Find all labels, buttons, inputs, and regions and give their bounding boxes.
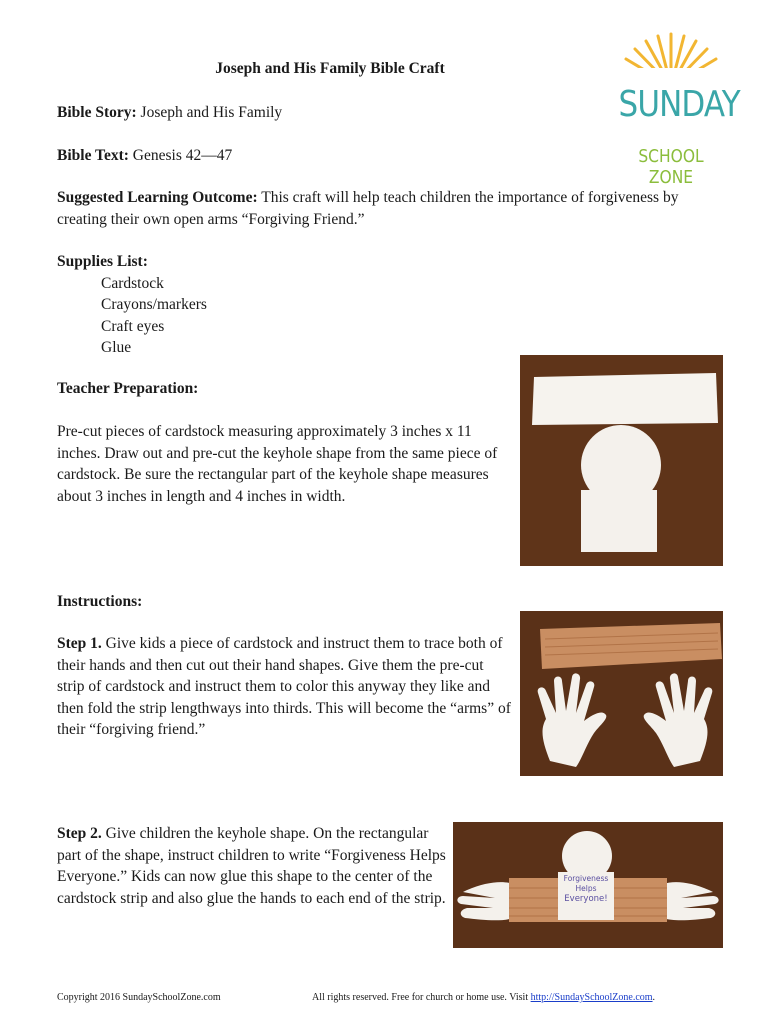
step-2: [57, 823, 447, 909]
page-title: Joseph and His Family Bible Craft: [215, 60, 445, 77]
photo-cut-cardstock: [520, 355, 723, 566]
footer-rights-text: All rights reserved. Free for church or home use. Visit: [312, 992, 531, 1003]
teacher-prep-text: Pre-cut pieces of cardstock measuring approximately 3 inches x 11 inches. Draw out and pre-cut the keyhole shape from the same piece of cardstock. Be sure the rectangular part of the keyhole shape measures about 3 inches in length and 4 inches in width.: [57, 423, 498, 505]
supply-item: Cardstock: [101, 274, 164, 292]
supplies-list: [57, 273, 207, 359]
step-2-label: Step 2.: [57, 825, 102, 842]
bible-text-value: Genesis 42—47: [128, 147, 233, 164]
bible-text: [57, 145, 232, 167]
cardstock-pieces-image: [520, 355, 723, 566]
learning-outcome-label: Suggested Learning Outcome:: [57, 189, 258, 206]
bible-story-label: Bible Story:: [57, 104, 137, 121]
footer-period: .: [652, 992, 656, 1003]
bible-story: [57, 102, 282, 124]
step-2-text: Give children the keyhole shape. On the rectangular part of the shape, instruct children to write “Forgiveness Helps Everyone.” Kids can now glue this shape to the center of the cardstock strip and also glue the hands to each end of the strip.: [57, 825, 446, 907]
step-1-text: Give kids a piece of cardstock and instruct them to trace both of their hands and then cut out their hand shapes. Give them the pre-cut strip of cardstock and instruct them to color this anyway they like and then fold the strip lengthways into thirds. This will become the “arms” of their “forgiving friend.”: [57, 635, 511, 738]
logo-sunday-text: SUNDAY: [618, 84, 740, 125]
supplies-section: [57, 251, 207, 359]
sun-rays-icon: [610, 28, 732, 90]
craft-forgiveness-text: [558, 874, 614, 904]
supply-item: Glue: [101, 339, 132, 356]
craft-text-line: Forgiveness: [563, 874, 609, 883]
craft-text-line: Everyone!: [564, 894, 608, 904]
supplies-label: Supplies List:: [57, 253, 148, 270]
photo-hands-strip: [520, 611, 723, 776]
footer-website-link[interactable]: http://SundaySchoolZone.com: [530, 992, 653, 1003]
bible-text-label: Bible Text:: [57, 147, 129, 164]
hands-strip-image: [520, 611, 723, 776]
logo-school-zone-text: SCHOOL ZONE: [638, 146, 704, 188]
footer-copyright: Copyright 2016 SundaySchoolZone.com: [57, 992, 221, 1003]
step-1-label: Step 1.: [57, 635, 102, 652]
craft-text-line: Helps: [575, 884, 597, 893]
instructions-label: Instructions:: [57, 593, 143, 610]
step-1: [57, 633, 512, 741]
supply-item: Craft eyes: [101, 317, 165, 335]
footer-rights: [312, 992, 655, 1003]
supply-item: Crayons/markers: [101, 296, 207, 313]
bible-story-value: Joseph and His Family: [136, 104, 283, 121]
sunday-school-zone-logo: [610, 28, 740, 188]
learning-outcome-text: This craft will help teach children the importance of forgiveness by creating their own open arms “Forgiving Friend.”: [57, 189, 679, 228]
photo-finished-craft: [453, 822, 723, 948]
learning-outcome: [57, 187, 707, 230]
teacher-prep-label: Teacher Preparation:: [57, 380, 199, 397]
